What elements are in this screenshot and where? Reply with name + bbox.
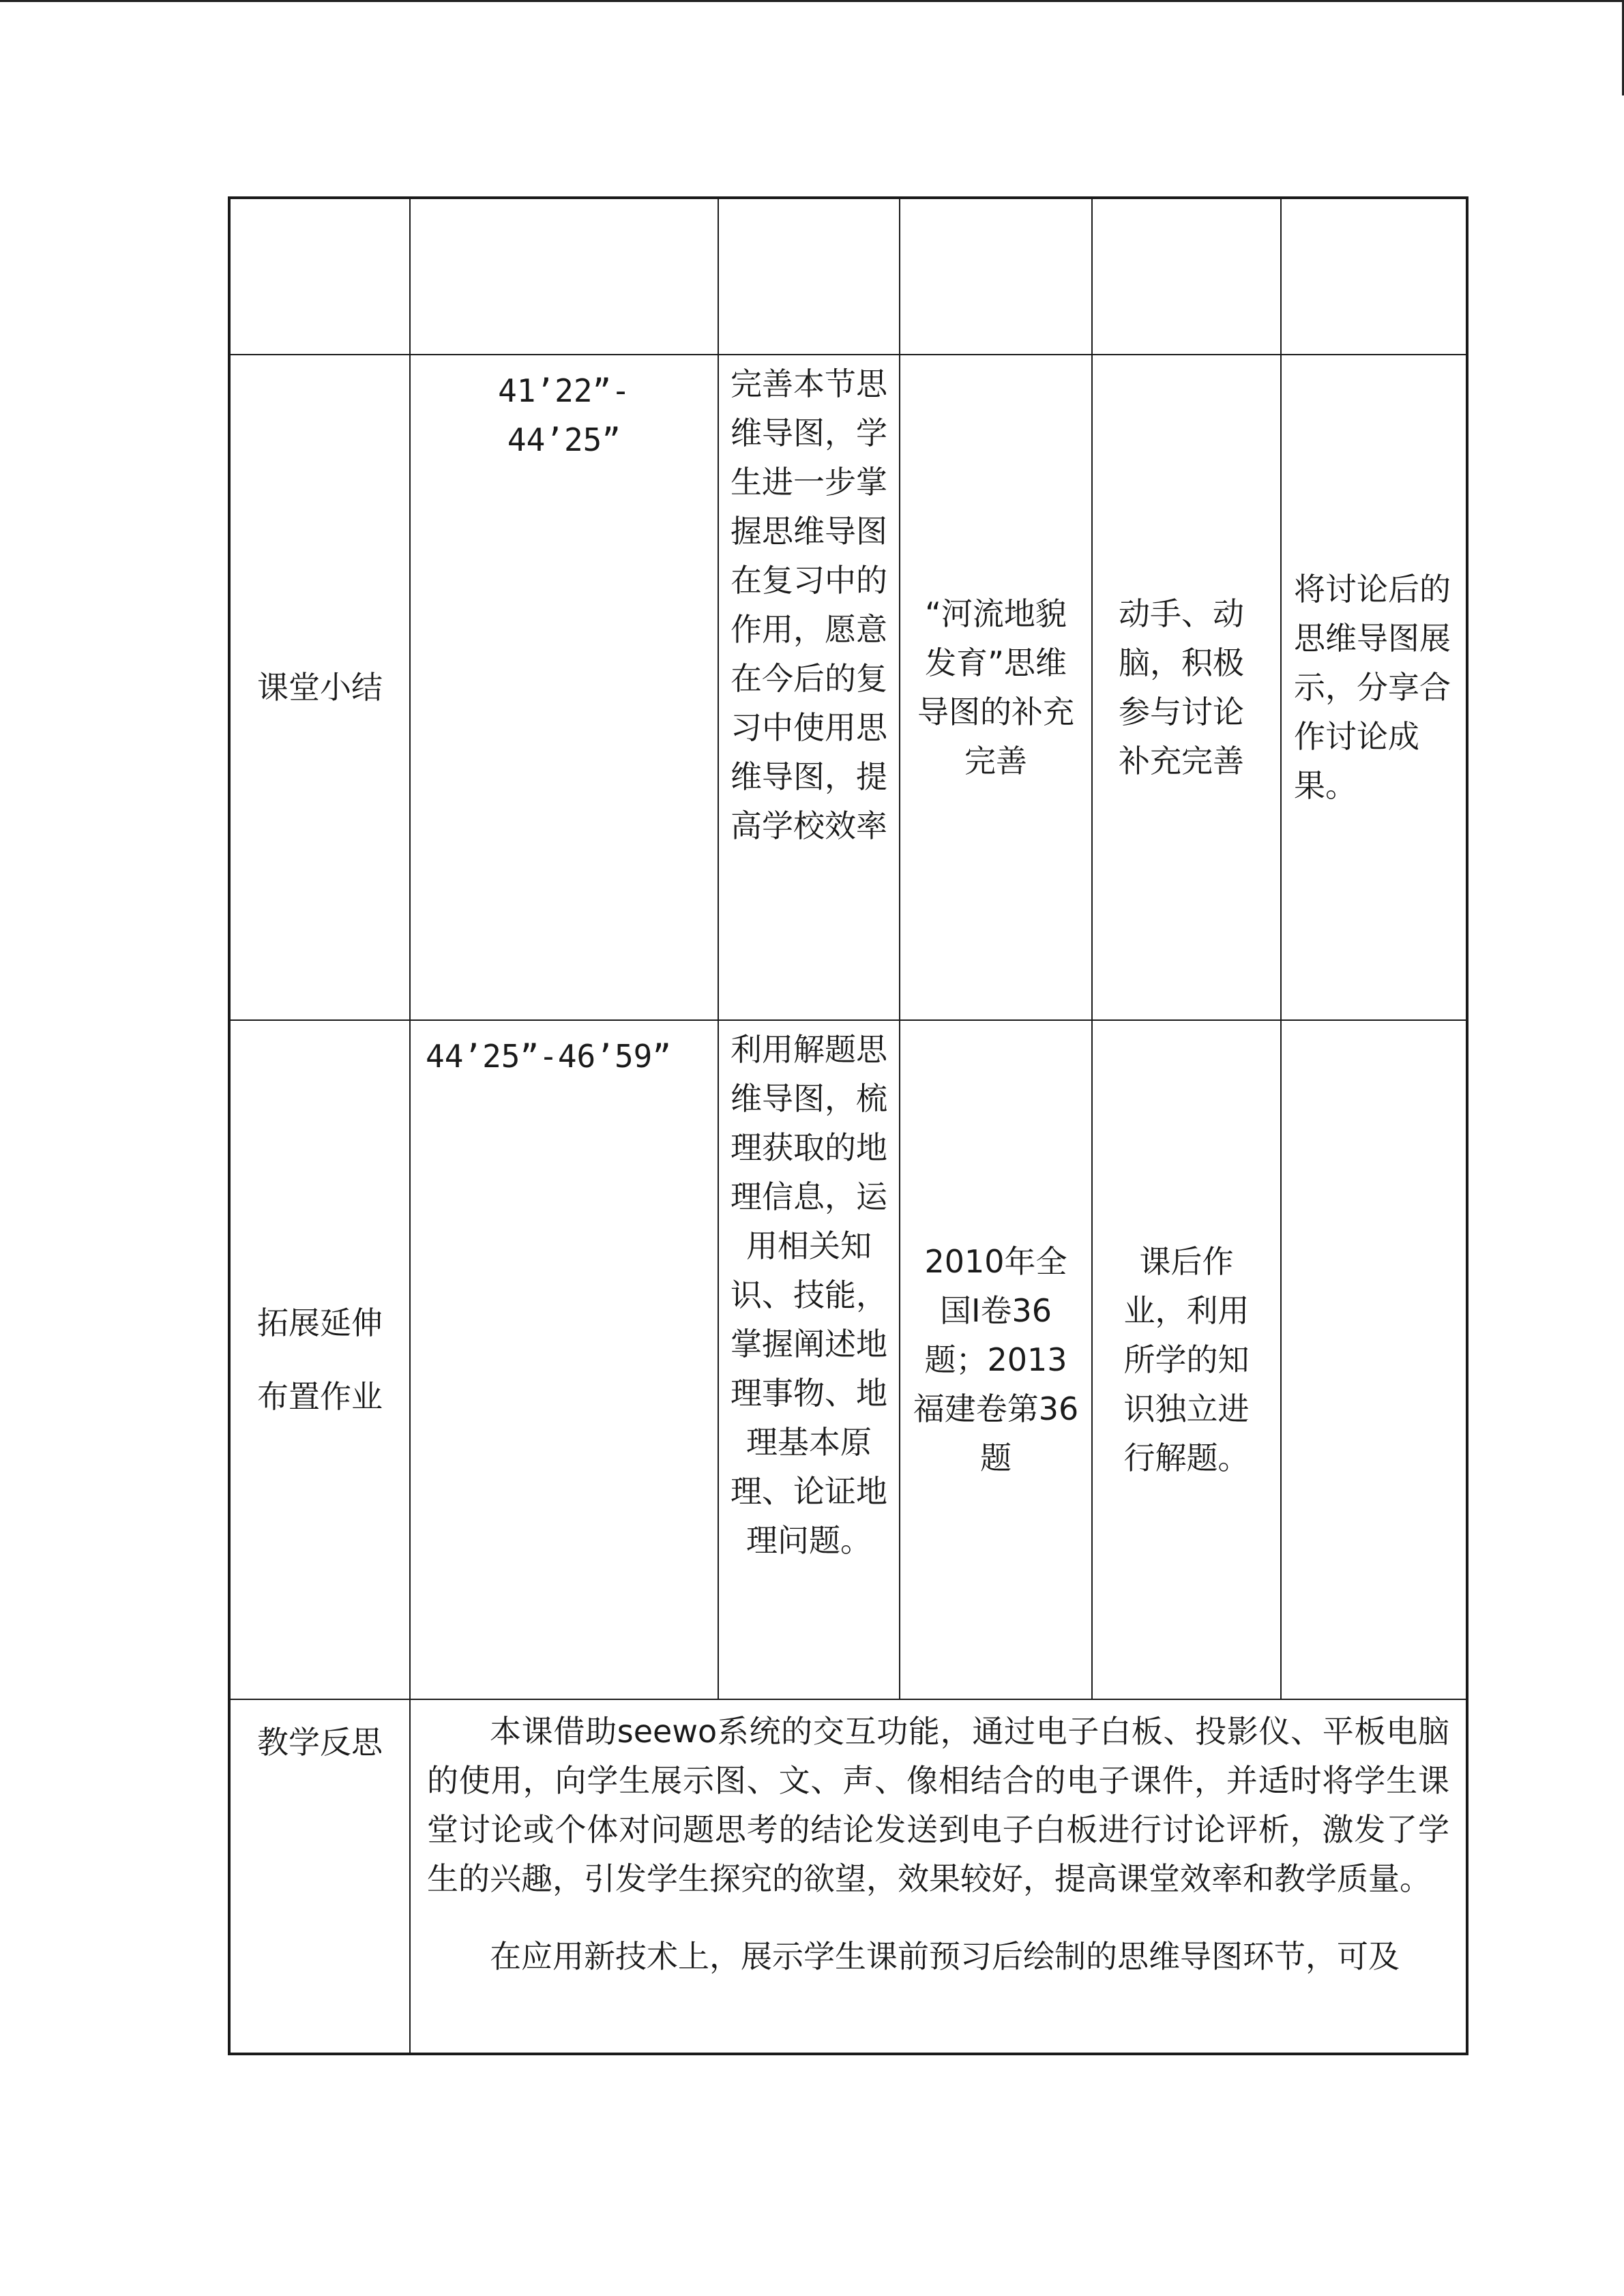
time-range: [410, 355, 718, 1020]
table-row-continued: [229, 198, 1467, 355]
table-row-summary: [229, 355, 1467, 1020]
empty-cell: [1092, 198, 1281, 355]
student-activity: 动手、动脑，积极参与讨论补充完善: [1092, 355, 1281, 1020]
table-row-reflection: [229, 1699, 1467, 2054]
reflection-text: [410, 1699, 1467, 2054]
empty-cell: [718, 198, 900, 355]
stage-label: [229, 1020, 410, 1699]
lesson-plan-table: [228, 196, 1468, 2055]
empty-cell: [229, 198, 410, 355]
page-top-border: [0, 0, 1624, 2]
design-intent: 将讨论后的思维导图展示，分享合作讨论成果。: [1281, 355, 1467, 1020]
reflection-paragraph: 本课借助seewo系统的交互功能，通过电子白板、投影仪、平板电脑的使用，向学生展示图、文、声、像相结合的电子课件，并适时将学生课堂讨论或个体对问题思考的结论发送到电子白板进行讨论评析，激发了学生的兴趣，引发学生探究的欲望，效果较好，提高课堂效率和教学质量。: [427, 1713, 1449, 1897]
empty-cell: [410, 198, 718, 355]
stage-label: 课堂小结: [229, 355, 410, 1020]
reflection-paragraph: 在应用新技术上，展示学生课前预习后绘制的思维导图环节，可及: [490, 1938, 1400, 1975]
empty-cell: [1281, 198, 1467, 355]
time-text: 41’22”-44’25”: [498, 372, 630, 458]
design-intent: [1281, 1020, 1467, 1699]
teaching-goal: 完善本节思维导图，学生进一步掌握思维导图在复习中的作用，愿意在今后的复习中使用思维导图，提高学校效率: [718, 355, 900, 1020]
empty-cell: [900, 198, 1092, 355]
teaching-content: 2010年全国Ⅰ卷36题；2013福建卷第36题: [900, 1020, 1092, 1699]
teaching-goal: 利用解题思维导图，梳理获取的地理信息，运用相关知识、技能，掌握阐述地理事物、地理基本原理、论证地理问题。: [718, 1020, 900, 1699]
student-activity: 课后作业，利用所学的知识独立进行解题。: [1092, 1020, 1281, 1699]
teaching-content: “河流地貌发育”思维导图的补充完善: [900, 355, 1092, 1020]
reflection-label: 教学反思: [229, 1699, 410, 2054]
time-range: 44’25”-46’59”: [410, 1020, 718, 1699]
stage-label-line2: 布置作业: [257, 1378, 383, 1415]
table-row-extension: [229, 1020, 1467, 1699]
stage-label-line1: 拓展延伸: [257, 1304, 383, 1341]
